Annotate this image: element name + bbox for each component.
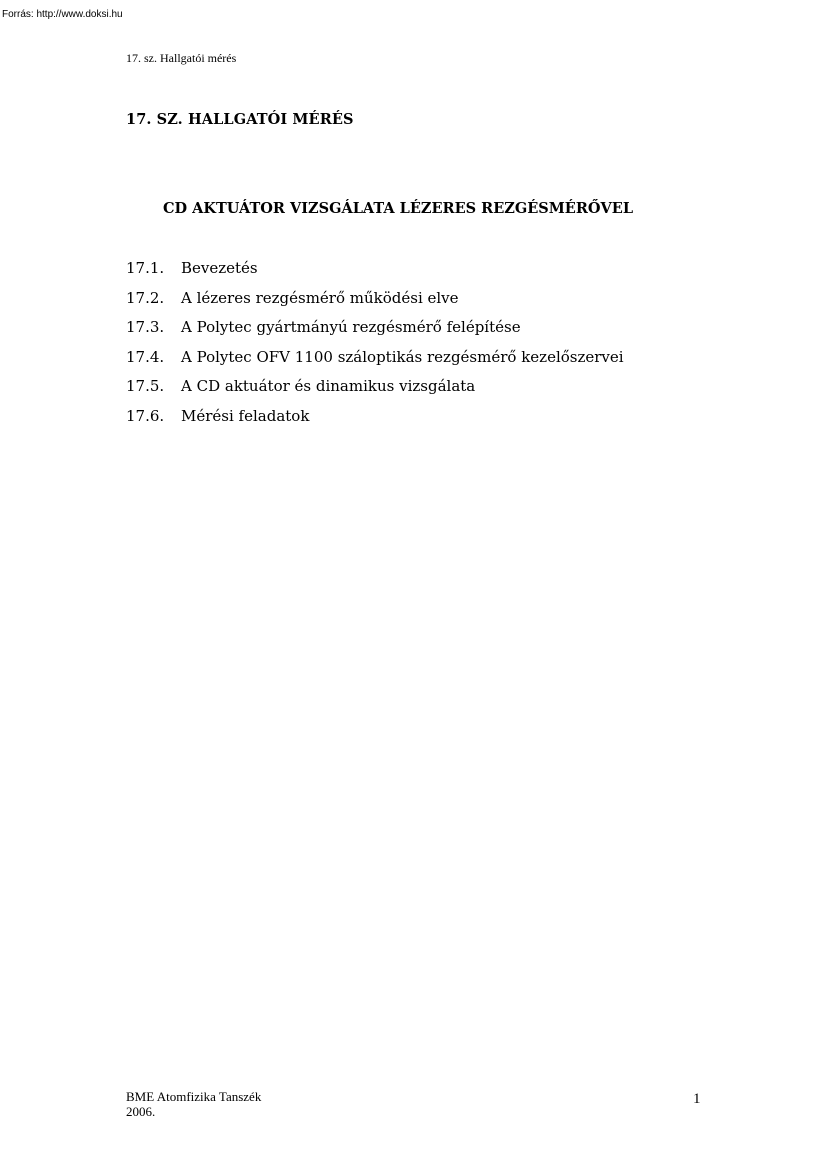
footer-year: 2006.	[126, 1104, 156, 1119]
toc-item-title: A CD aktuátor és dinamikus vizsgálata	[181, 377, 476, 396]
footer-institution: BME Atomfizika Tanszék	[126, 1089, 262, 1104]
footer	[126, 1089, 261, 1119]
toc-item	[126, 405, 624, 435]
toc-item-title: A Polytec gyártmányú rezgésmérő felépítése	[181, 318, 521, 337]
toc-item-number: 17.3.	[126, 318, 165, 337]
toc-item-title: Mérési feladatok	[181, 406, 310, 425]
toc-item-title: Bevezetés	[181, 259, 258, 277]
toc-item-title: A lézeres rezgésmérő működési elve	[181, 288, 459, 307]
table-of-contents	[126, 257, 624, 435]
source-url: Forrás: http://www.doksi.hu	[2, 9, 123, 20]
toc-item	[126, 375, 624, 405]
toc-item	[126, 287, 624, 317]
toc-item-number: 17.5.	[126, 377, 165, 396]
chapter-title: 17. SZ. HALLGATÓI MÉRÉS	[126, 111, 354, 128]
toc-item-title: A Polytec OFV 1100 száloptikás rezgésmérő kezelőszervei	[181, 347, 624, 366]
document-title: CD AKTUÁTOR VIZSGÁLATA LÉZERES REZGÉSMÉRŐVEL	[163, 200, 634, 217]
toc-item-number: 17.2.	[126, 288, 165, 307]
toc-item	[126, 257, 624, 287]
running-head: 17. sz. Hallgatói mérés	[126, 51, 237, 65]
toc-item-number: 17.4.	[126, 347, 165, 366]
page-number: 1	[693, 1091, 701, 1107]
toc-item	[126, 316, 624, 346]
toc-item	[126, 346, 624, 376]
toc-item-number: 17.6.	[126, 406, 165, 425]
toc-item-number: 17.1.	[126, 259, 165, 277]
